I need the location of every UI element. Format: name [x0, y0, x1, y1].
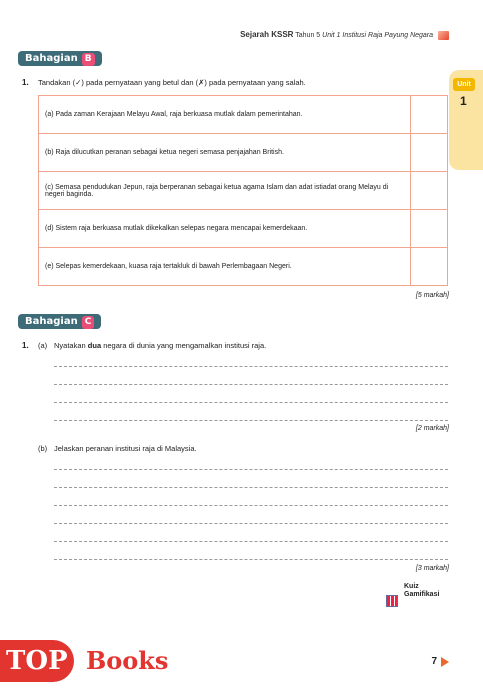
- answer-line-b-3[interactable]: [54, 505, 448, 506]
- header-year: Tahun 5: [295, 32, 321, 39]
- section-b-marks: [5 markah]: [415, 292, 449, 299]
- section-b-tag: [18, 51, 102, 66]
- answer-line-a-3[interactable]: [54, 402, 448, 403]
- section-c-letter: C: [82, 316, 95, 329]
- part-a-marks: [2 markah]: [415, 425, 449, 432]
- next-page-arrow-icon: [441, 657, 449, 667]
- answer-box-e[interactable]: [411, 248, 448, 286]
- logo-top: TOP: [0, 640, 74, 682]
- unit-number: 1: [460, 94, 467, 108]
- table-row: [39, 134, 448, 172]
- statement-d: (d) Sistem raja berkuasa mutlak dikekalkan selepas negara mencapai kemerdekaan.: [39, 210, 411, 248]
- answer-line-b-1[interactable]: [54, 469, 448, 470]
- answer-box-c[interactable]: [411, 172, 448, 210]
- answer-line-a-4[interactable]: [54, 420, 448, 421]
- section-b-letter: B: [82, 53, 95, 66]
- section-b-label: Bahagian: [25, 53, 78, 64]
- part-b-label: (b): [38, 444, 48, 453]
- statement-a: (a) Pada zaman Kerajaan Melayu Awal, raja berkuasa mutlak dalam pemerintahan.: [39, 96, 411, 134]
- statement-b: (b) Raja dilucutkan peranan sebagai ketua negeri semasa penjajahan British.: [39, 134, 411, 172]
- section-c-label: Bahagian: [25, 316, 78, 327]
- header-subject: Sejarah KSSR: [240, 30, 294, 39]
- table-row: [39, 248, 448, 286]
- header-unit: Unit 1 Institusi Raja Payung Negara: [322, 32, 434, 39]
- answer-box-b[interactable]: [411, 134, 448, 172]
- table-row: [39, 172, 448, 210]
- answer-line-b-5[interactable]: [54, 541, 448, 542]
- unit-label: Unit: [453, 78, 475, 91]
- statement-e: (e) Selepas kemerdekaan, kuasa raja tertakluk di bawah Perlembagaan Negeri.: [39, 248, 411, 286]
- part-a-question: Nyatakan dua negara di dunia yang mengamalkan institusi raja.: [54, 341, 267, 350]
- header-stripes-icon: [438, 31, 449, 40]
- answer-line-b-6[interactable]: [54, 559, 448, 560]
- kuiz-gamifikasi[interactable]: Kuiz Gamifikasi: [404, 583, 440, 598]
- answer-box-a[interactable]: [411, 96, 448, 134]
- statement-c: (c) Semasa pendudukan Jepun, raja berperanan sebagai ketua agama Islam dan adat istiadat orang Melayu di negeri baginda.: [39, 172, 411, 210]
- part-a-label: (a): [38, 341, 48, 350]
- part-b-question: Jelaskan peranan institusi raja di Malaysia.: [54, 444, 197, 453]
- section-b-question-number: 1.: [22, 78, 29, 87]
- part-b-marks: [3 markah]: [415, 565, 449, 572]
- answer-line-a-1[interactable]: [54, 366, 448, 367]
- section-c-question-number: 1.: [22, 341, 29, 350]
- table-row: [39, 210, 448, 248]
- true-false-table: [38, 95, 448, 286]
- section-c-tag: [18, 314, 101, 329]
- answer-line-a-2[interactable]: [54, 384, 448, 385]
- answer-line-b-2[interactable]: [54, 487, 448, 488]
- answer-box-d[interactable]: [411, 210, 448, 248]
- section-b-instruction: Tandakan (✓) pada pernyataan yang betul dan (✗) pada pernyataan yang salah.: [38, 78, 306, 87]
- unit-side-tab: [449, 70, 483, 170]
- kuiz-grid-icon: [386, 595, 398, 607]
- page-header: [240, 30, 449, 40]
- logo-books: Books: [86, 646, 169, 675]
- page-number: 7: [431, 656, 437, 667]
- table-row: [39, 96, 448, 134]
- topbooks-logo: [0, 640, 200, 682]
- answer-line-b-4[interactable]: [54, 523, 448, 524]
